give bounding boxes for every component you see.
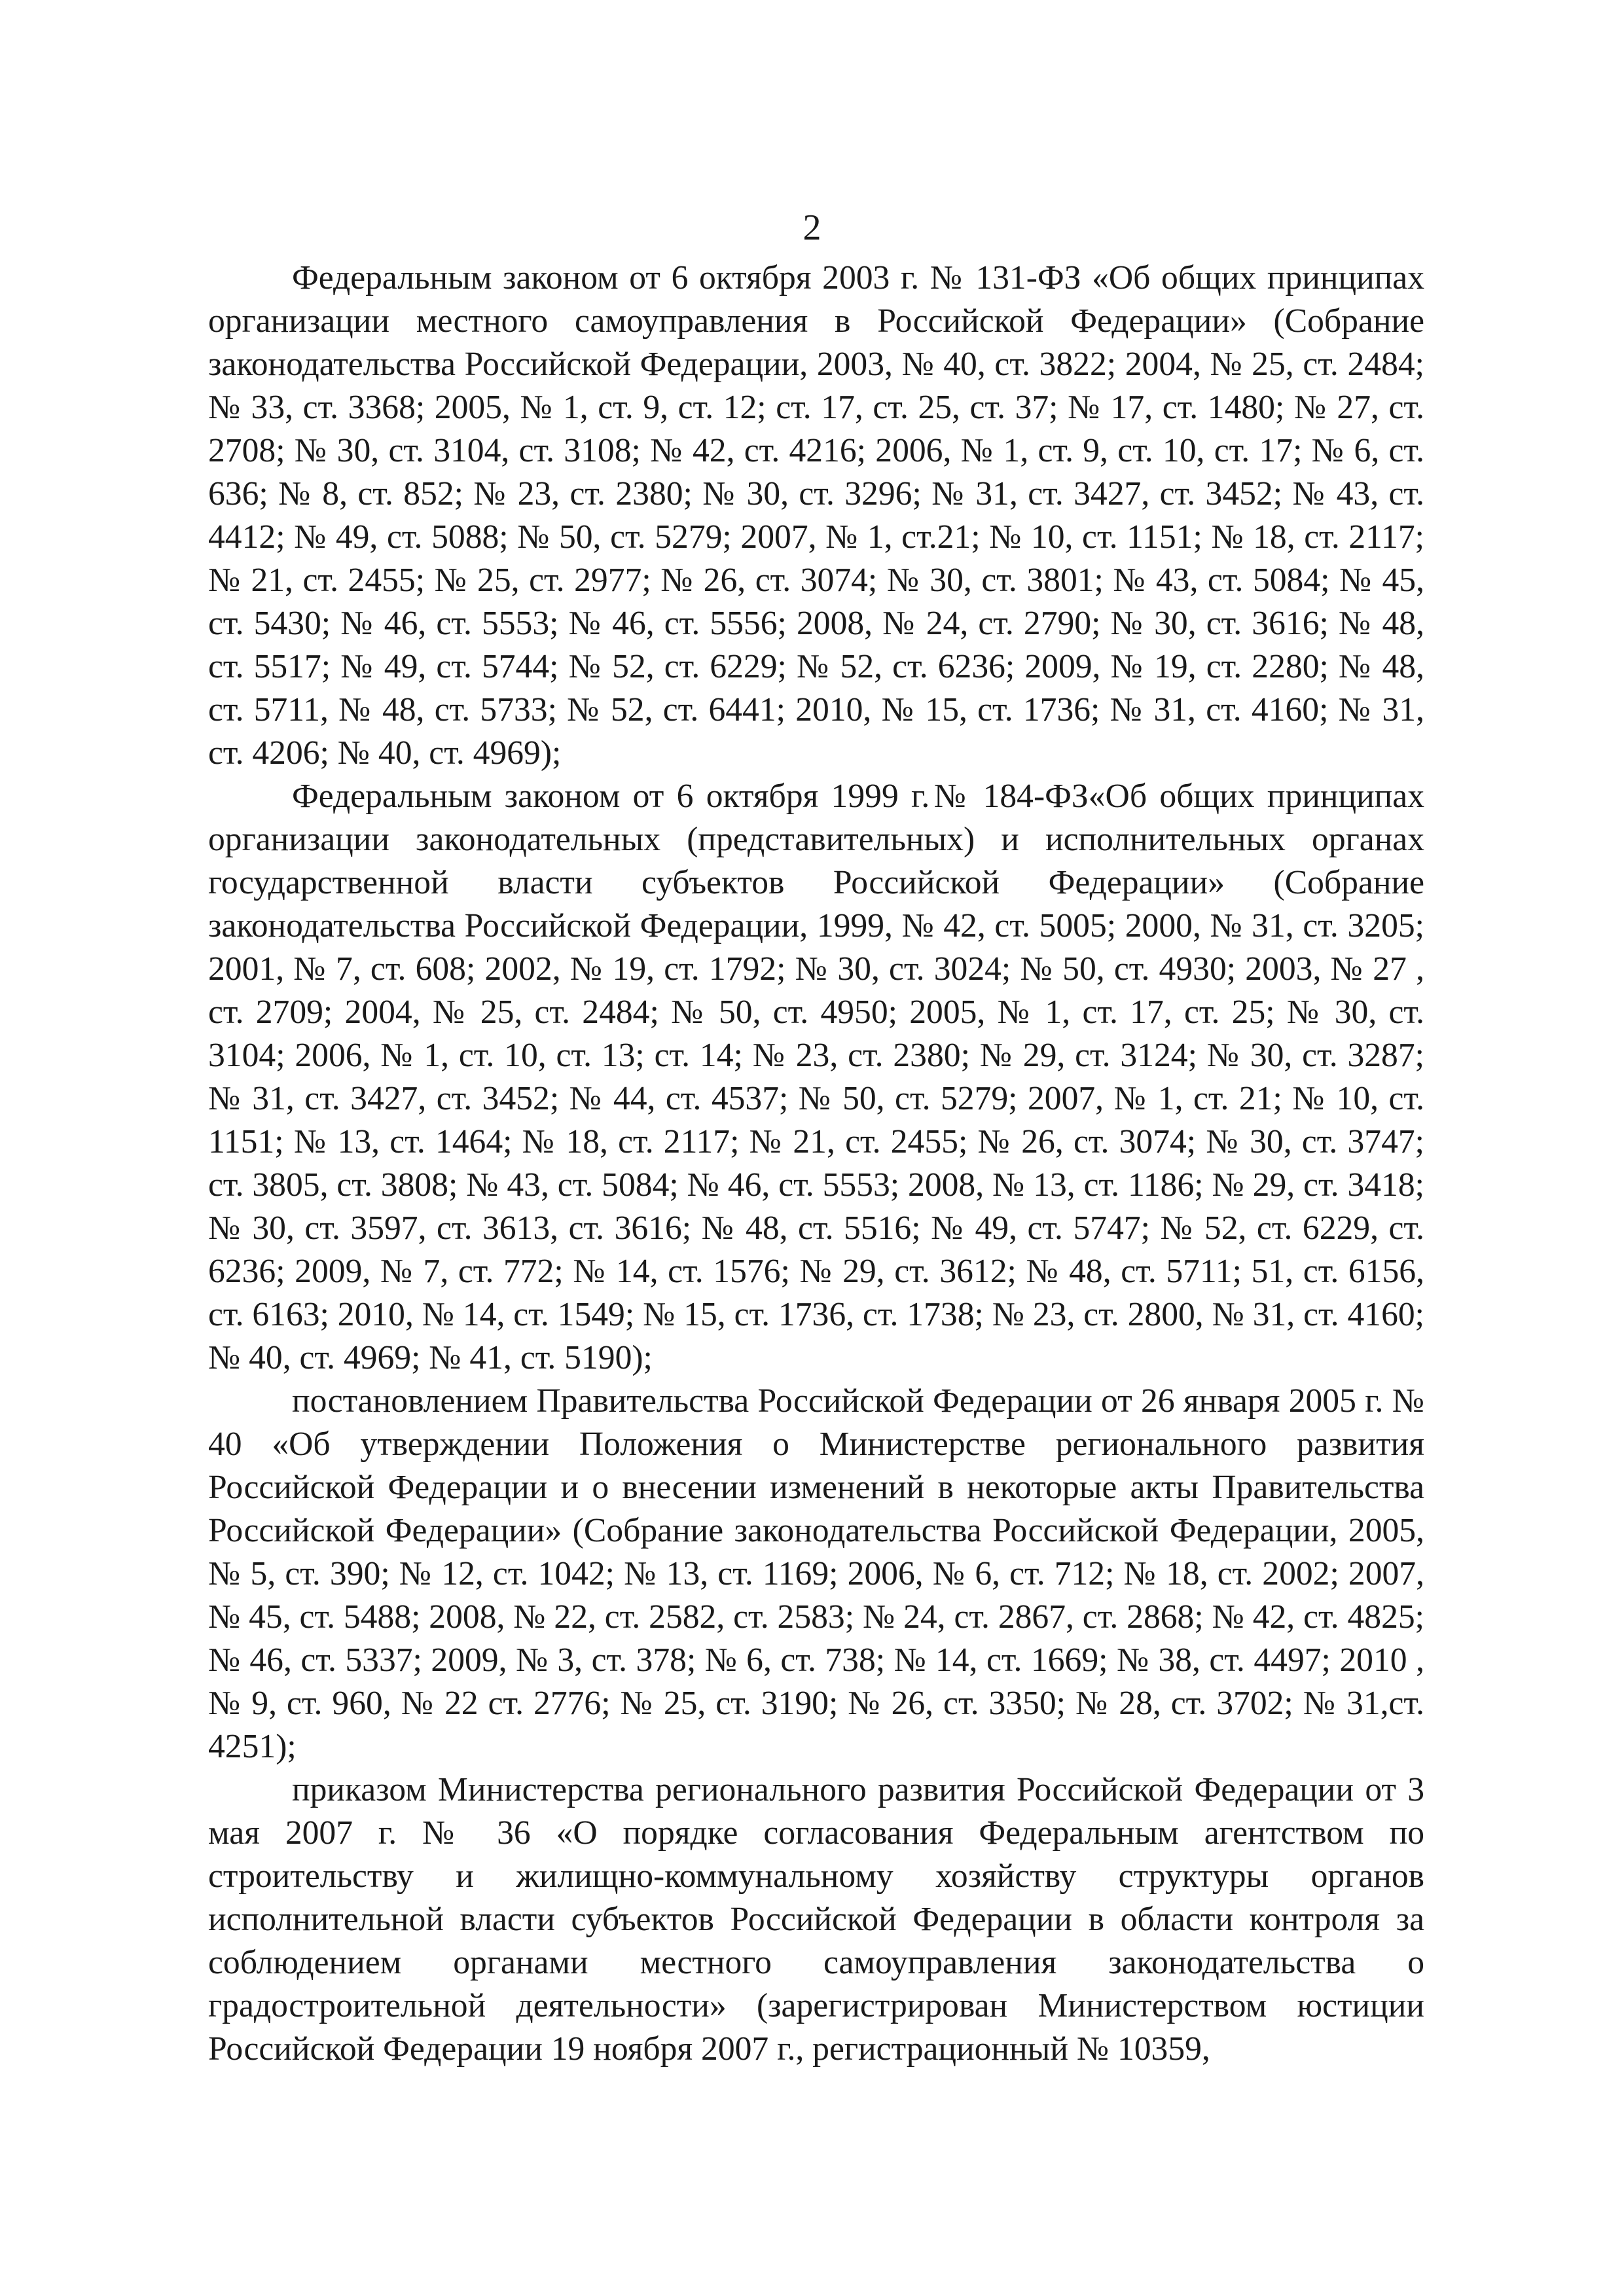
paragraph-government-decree-40: постановлением Правительства Российской Федерации от 26 января 2005 г. № 40 «Об утверждении Положения о Министерстве регионального развития Российской Федерации и о внесении изменений в некоторые акты Правительства Российской Федерации» (Собрание законодательства Российской Федерации, 2005, № 5, ст. 390; № 12, ст. 1042; № 13, ст. 1169; 2006, № 6, ст. 712; № 18, ст. 2002; 2007, № 45, ст. 5488; 2008, № 22, ст. 2582, ст. 2583; № 24, ст. 2867, ст. 2868; № 42, ст. 4825; № 46, ст. 5337; 2009, № 3, ст. 378; № 6, ст. 738; № 14, ст. 1669; № 38, ст. 4497; 2010 , № 9, ст. 960, № 22 ст. 2776; № 25, ст. 3190; № 26, ст. 3350; № 28, ст. 3702; № 31,ст. 4251); bbox=[208, 1382, 1424, 1765]
paragraph-ministry-order-36: приказом Министерства регионального развития Российской Федерации от 3 мая 2007 г. № 36 «О порядке согласования Федеральным агентством по строительству и жилищно-коммунальному хозяйству структуры органов исполнительной власти субъектов Российской Федерации в области контроля за соблюдением органами местного самоуправления законодательства о градостроительной деятельности» (зарегистрирован Министерством юстиции Российской Федерации 19 ноября 2007 г., регистрационный № 10359, bbox=[208, 1771, 1424, 2068]
page-number: 2 bbox=[803, 207, 821, 248]
paragraph-federal-law-184: Федеральным законом от 6 октября 1999 г.№ 184-ФЗ«Об общих принципах организации законодательных (представительных) и исполнительных органах государственной власти субъектов Российской Федерации» (Собрание законодательства Российской Федерации, 1999, № 42, ст. 5005; 2000, № 31, ст. 3205; 2001, № 7, ст. 608; 2002, № 19, ст. 1792; № 30, ст. 3024; № 50, ст. 4930; 2003, № 27 , ст. 2709; 2004, № 25, ст. 2484; № 50, ст. 4950; 2005, № 1, ст. 17, ст. 25; № 30, ст. 3104; 2006, № 1, ст. 10, ст. 13; ст. 14; № 23, ст. 2380; № 29, ст. 3124; № 30, ст. 3287; № 31, ст. 3427, ст. 3452; № 44, ст. 4537; № 50, ст. 5279; 2007, № 1, ст. 21; № 10, ст. 1151; № 13, ст. 1464; № 18, ст. 2117; № 21, ст. 2455; № 26, ст. 3074; № 30, ст. 3747; ст. 3805, ст. 3808; № 43, ст. 5084; № 46, ст. 5553; 2008, № 13, ст. 1186; № 29, ст. 3418; № 30, ст. 3597, ст. 3613, ст. 3616; № 48, ст. 5516; № 49, ст. 5747; № 52, ст. 6229, ст. 6236; 2009, № 7, ст. 772; № 14, ст. 1576; № 29, ст. 3612; № 48, ст. 5711; 51, ст. 6156, ст. 6163; 2010, № 14, ст. 1549; № 15, ст. 1736, ст. 1738; № 23, ст. 2800, № 31, ст. 4160; № 40, ст. 4969; № 41, ст. 5190); bbox=[208, 778, 1424, 1376]
paragraph-federal-law-131: Федеральным законом от 6 октября 2003 г. № 131-ФЗ «Об общих принципах организации местного самоуправления в Российской Федерации» (Собрание законодательства Российской Федерации, 2003, № 40, ст. 3822; 2004, № 25, ст. 2484; № 33, ст. 3368; 2005, № 1, ст. 9, ст. 12; ст. 17, ст. 25, ст. 37; № 17, ст. 1480; № 27, ст. 2708; № 30, ст. 3104, ст. 3108; № 42, ст. 4216; 2006, № 1, ст. 9, ст. 10, ст. 17; № 6, ст. 636; № 8, ст. 852; № 23, ст. 2380; № 30, ст. 3296; № 31, ст. 3427, ст. 3452; № 43, ст. 4412; № 49, ст. 5088; № 50, ст. 5279; 2007, № 1, ст.21; № 10, ст. 1151; № 18, ст. 2117; № 21, ст. 2455; № 25, ст. 2977; № 26, ст. 3074; № 30, ст. 3801; № 43, ст. 5084; № 45, ст. 5430; № 46, ст. 5553; № 46, ст. 5556; 2008, № 24, ст. 2790; № 30, ст. 3616; № 48, ст. 5517; № 49, ст. 5744; № 52, ст. 6229; № 52, ст. 6236; 2009, № 19, ст. 2280; № 48, ст. 5711, № 48, ст. 5733; № 52, ст. 6441; 2010, № 15, ст. 1736; № 31, ст. 4160; № 31, ст. 4206; № 40, ст. 4969); bbox=[208, 259, 1424, 772]
document-body bbox=[208, 257, 1424, 2071]
